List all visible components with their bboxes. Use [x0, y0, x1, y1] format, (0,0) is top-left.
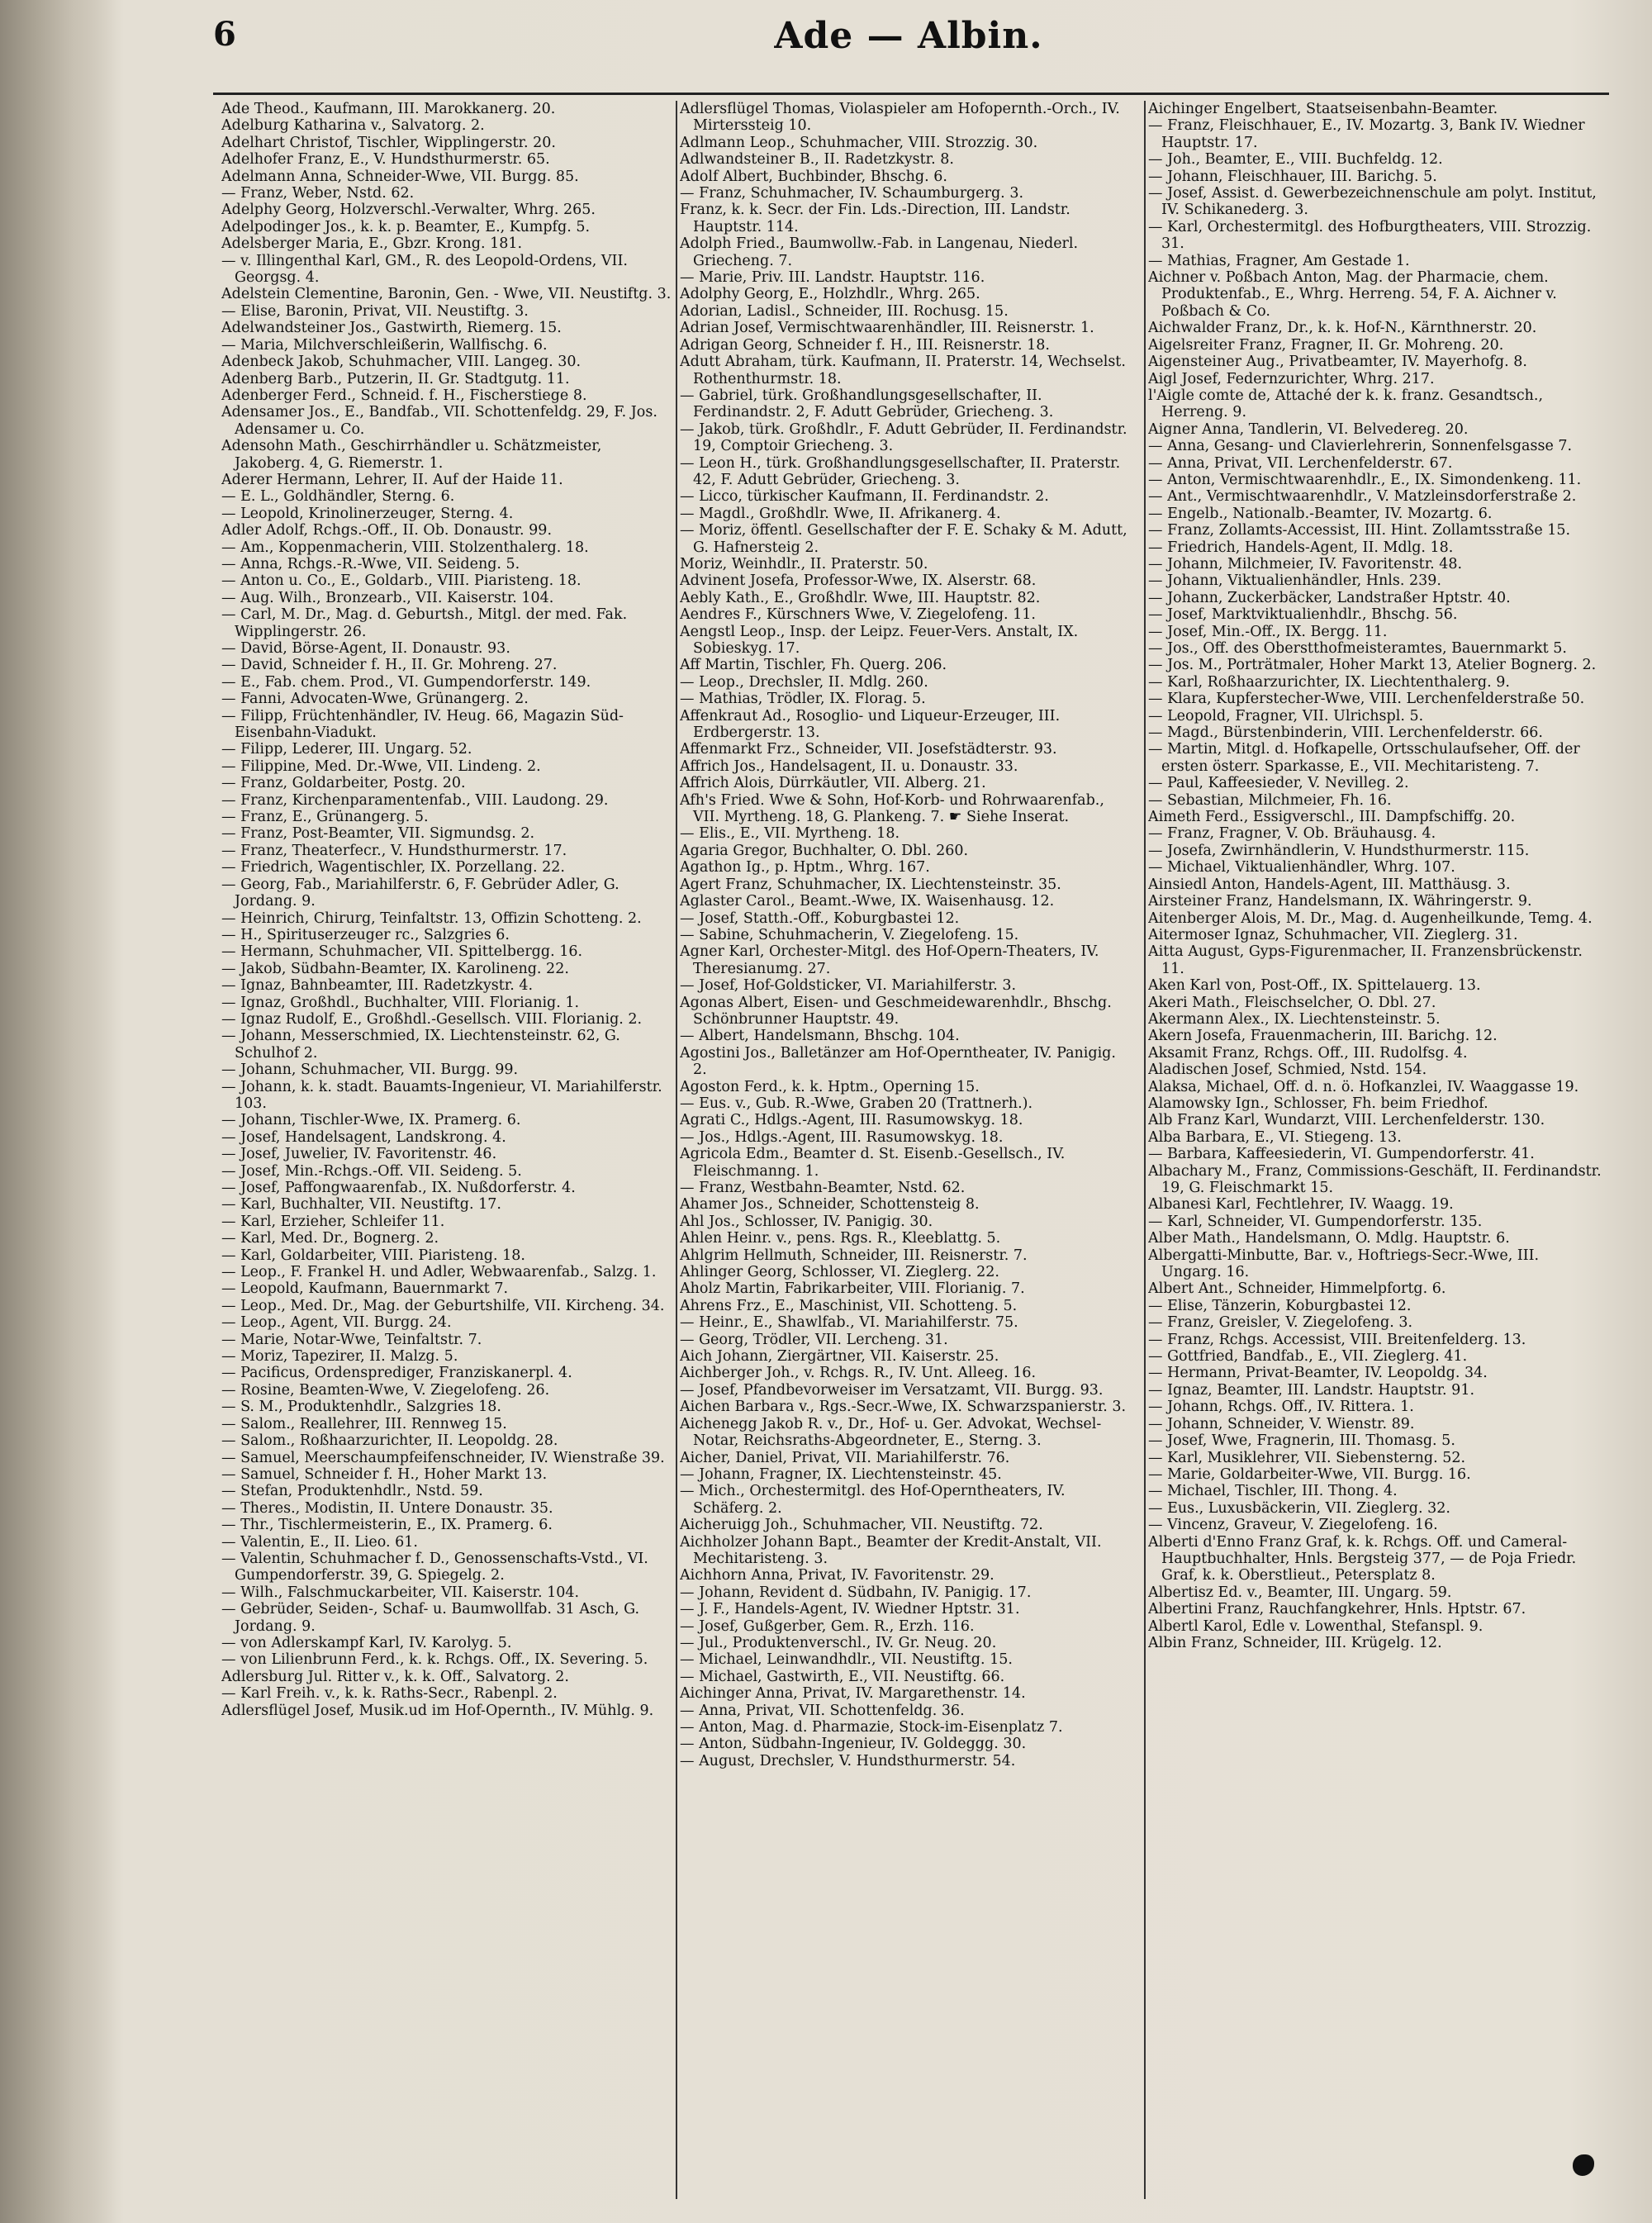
directory-entry: Aitenberger Alois, M. Dr., Mag. d. Augenheilkunde, Temg. 4.: [1148, 910, 1593, 927]
header-rule: [213, 93, 1609, 95]
directory-entry: — Karl, Roßhaarzurichter, IX. Liechtenthalerg. 9.: [1148, 673, 1510, 691]
directory-column-1: [221, 101, 676, 2199]
directory-entry: — Jakob, Südbahn-Beamter, IX. Karolineng. 22.: [221, 960, 569, 977]
directory-entry: Agoston Ferd., k. k. Hptm., Operning 15.: [680, 1078, 980, 1095]
directory-entry: — Michael, Viktualienhändler, Whrg. 107.: [1148, 859, 1455, 876]
directory-entry: — Franz, E., Grünangerg. 5.: [221, 809, 429, 826]
directory-entry: — Johann, Revident d. Südbahn, IV. Panigig. 17.: [680, 1584, 1032, 1601]
directory-entry: — David, Börse-Agent, II. Donaustr. 93.: [221, 640, 510, 657]
directory-entry: — Anton, Mag. d. Pharmazie, Stock-im-Eisenplatz 7.: [680, 1719, 1063, 1736]
directory-entry: Albert Ant., Schneider, Himmelpfortg. 6.: [1148, 1280, 1446, 1298]
directory-entry: — Karl Freih. v., k. k. Raths-Secr., Rabenpl. 2.: [221, 1685, 558, 1703]
directory-entry: Aimeth Ferd., Essigverschl., III. Dampfschiffg. 20.: [1148, 809, 1516, 826]
directory-entry: — Jakob, türk. Großhdlr., F. Adutt Gebrüder, II. Ferdinandstr. 19, Comptoir Griecheng. 3.: [680, 420, 1127, 455]
directory-entry: Aderer Hermann, Lehrer, II. Auf der Haide 11.: [221, 471, 563, 488]
directory-entry: Airsteiner Franz, Handelsmann, IX. Währingerstr. 9.: [1148, 893, 1532, 910]
directory-entry: Aksamit Franz, Rchgs. Off., III. Rudolfsg. 4.: [1148, 1044, 1468, 1062]
directory-entry: Adlersburg Jul. Ritter v., k. k. Off., Salvatorg. 2.: [221, 1668, 569, 1685]
directory-entry: — Franz, Schuhmacher, IV. Schaumburgerg. 3.: [680, 185, 1024, 202]
directory-entry: — Mathias, Fragner, Am Gestade 1.: [1148, 252, 1410, 269]
directory-entry: Ahl Jos., Schlosser, IV. Panigig. 30.: [680, 1213, 933, 1230]
directory-column-2: [680, 101, 1134, 2199]
directory-entry: — Josef, Juwelier, IV. Favoritenstr. 46.: [221, 1146, 497, 1163]
directory-entry: — Josefa, Zwirnhändlerin, V. Hundsthurmerstr. 115.: [1148, 842, 1530, 859]
directory-entry: — Ignaz, Bahnbeamter, III. Radetzkystr. 4.: [221, 977, 534, 995]
directory-entry: — Leopold, Krinolinerzeuger, Sterng. 4.: [221, 505, 514, 522]
directory-entry: — Heinrich, Chirurg, Teinfaltstr. 13, Offizin Schotteng. 2.: [221, 910, 642, 927]
directory-entry: — Valentin, E., II. Lieo. 61.: [221, 1533, 418, 1551]
directory-entry: — Rosine, Beamten-Wwe, V. Ziegelofeng. 26.: [221, 1381, 550, 1399]
directory-entry: — Leopold, Fragner, VII. Ulrichspl. 5.: [1148, 707, 1424, 724]
directory-entry: Agostini Jos., Balletänzer am Hof-Operntheater, IV. Panigig. 2.: [680, 1044, 1116, 1079]
directory-entry: Agner Karl, Orchester-Mitgl. des Hof-Opern-Theaters, IV. Theresianumg. 27.: [680, 943, 1099, 977]
directory-entry: — Georg, Trödler, VII. Lercheng. 31.: [680, 1331, 948, 1348]
directory-entry: Franz, k. k. Secr. der Fin. Lds.-Direction, III. Landstr. Hauptstr. 114.: [680, 202, 1070, 235]
directory-entry: — Franz, Fleischhauer, E., IV. Mozartg. 3, Bank IV. Wiedner Hauptstr. 17.: [1148, 117, 1585, 151]
directory-entry: Ahlen Heinr. v., pens. Rgs. R., Kleeblattg. 5.: [680, 1230, 1001, 1247]
directory-entry: — Jos., Off. des Oberstthofmeisteramtes, Bauernmarkt 5.: [1148, 640, 1567, 657]
directory-entry: — Michael, Tischler, III. Thong. 4.: [1148, 1483, 1398, 1500]
directory-entry: Aglaster Carol., Beamt.-Wwe, IX. Waisenhausg. 12.: [680, 893, 1055, 910]
directory-entry: — Leopold, Kaufmann, Bauernmarkt 7.: [221, 1280, 509, 1298]
directory-entry: — Josef, Wwe, Fragnerin, III. Thomasg. 5.: [1148, 1432, 1455, 1450]
directory-entry: Adolphy Georg, E., Holzhdlr., Whrg. 265.: [680, 286, 980, 303]
directory-entry: — Stefan, Produktenhdlr., Nstd. 59.: [221, 1483, 483, 1500]
directory-entry: Adelmann Anna, Schneider-Wwe, VII. Burgg. 85.: [221, 168, 579, 185]
page-number: 6: [213, 15, 236, 54]
directory-entry: — von Lilienbrunn Ferd., k. k. Rchgs. Off., IX. Severing. 5.: [221, 1651, 648, 1669]
directory-entry: Aichinger Anna, Privat, IV. Margarethenstr. 14.: [680, 1685, 1026, 1703]
directory-entry: — Filipp, Lederer, III. Ungarg. 52.: [221, 741, 472, 758]
directory-entry: — Josef, Gußgerber, Gem. R., Erzh. 116.: [680, 1617, 975, 1635]
directory-entry: — Michael, Leinwandhdlr., VII. Neustiftg. 15.: [680, 1651, 1013, 1669]
directory-entry: — Johann, Tischler-Wwe, IX. Pramerg. 6.: [221, 1112, 521, 1129]
directory-entry: — Moriz, Tapezirer, II. Malzg. 5.: [221, 1348, 458, 1366]
directory-entry: — Anna, Gesang- und Clavierlehrerin, Sonnenfelsgasse 7.: [1148, 438, 1573, 455]
directory-entry: Ade Theod., Kaufmann, III. Marokkanerg. 20.: [221, 101, 556, 117]
directory-entry: — Mathias, Trödler, IX. Florag. 5.: [680, 691, 926, 708]
directory-entry: — Johann, Rchgs. Off., IV. Rittera. 1.: [1148, 1399, 1414, 1416]
directory-entry: — Josef, Marktviktualienhdlr., Bhschg. 56.: [1148, 606, 1458, 624]
directory-entry: — Wilh., Falschmuckarbeiter, VII. Kaiserstr. 104.: [221, 1584, 580, 1601]
directory-entry: — Josef, Min.-Off., IX. Bergg. 11.: [1148, 623, 1388, 640]
directory-entry: Aichner v. Poßbach Anton, Mag. der Pharmacie, chem. Produktenfab., E., Whrg. Herreng. 54, F. A. Aichner v. Poßbach & Co.: [1148, 269, 1557, 320]
directory-entry: Albanesi Karl, Fechtlehrer, IV. Waagg. 19.: [1148, 1196, 1454, 1214]
directory-entry: l'Aigle comte de, Attaché der k. k. franz. Gesandtsch., Herreng. 9.: [1148, 387, 1544, 421]
directory-entry: Alamowsky Ign., Schlosser, Fh. beim Friedhof.: [1148, 1095, 1488, 1112]
directory-entry: — Johann, Schneider, V. Wienstr. 89.: [1148, 1415, 1415, 1432]
directory-entry: Albergatti-Minbutte, Bar. v., Hoftriegs-Secr.-Wwe, III. Ungarg. 16.: [1148, 1247, 1540, 1281]
directory-entry: — Paul, Kaffeesieder, V. Nevilleg. 2.: [1148, 775, 1409, 792]
directory-entry: Ahrens Frz., E., Maschinist, VII. Schotteng. 5.: [680, 1297, 1018, 1314]
directory-entry: — Jos. M., Porträtmaler, Hoher Markt 13, Atelier Bognerg. 2.: [1148, 657, 1597, 674]
directory-entry: — Maria, Milchverschleißerin, Wallfischg. 6.: [221, 336, 548, 354]
directory-entry: — Am., Koppenmacherin, VIII. Stolzenthalerg. 18.: [221, 539, 589, 556]
directory-entry: — Johann, k. k. stadt. Bauamts-Ingenieur, VI. Mariahilferstr. 103.: [221, 1078, 662, 1112]
directory-entry: Adenberg Barb., Putzerin, II. Gr. Stadtgutg. 11.: [221, 370, 570, 387]
directory-entry: — Gebrüder, Seiden-, Schaf- u. Baumwollfab. 31 Asch, G. Jordang. 9.: [221, 1601, 640, 1635]
directory-entry: Affrich Jos., Handelsagent, II. u. Donaustr. 33.: [680, 758, 1018, 775]
directory-entry: — Magdl., Großhdlr. Wwe, II. Afrikanerg. 4.: [680, 505, 1001, 522]
directory-entry: — Franz, Greisler, V. Ziegelofeng. 3.: [1148, 1314, 1413, 1332]
directory-entry: — Friedrich, Wagentischler, IX. Porzellang. 22.: [221, 859, 565, 876]
directory-entry: — Ignaz, Beamter, III. Landstr. Hauptstr. 91.: [1148, 1381, 1475, 1399]
directory-entry: Adolph Fried., Baumwollw.-Fab. in Langenau, Niederl. Griecheng. 7.: [680, 235, 1079, 269]
directory-entry: Aich Johann, Ziergärtner, VII. Kaiserstr. 25.: [680, 1348, 999, 1366]
directory-entry: — Martin, Mitgl. d. Hofkapelle, Ortsschulaufseher, Off. der ersten österr. Sparkasse, E., VII. Mechitaristeng. 7.: [1148, 741, 1580, 775]
directory-entry: — Salom., Roßhaarzurichter, II. Leopoldg. 28.: [221, 1432, 558, 1450]
directory-entry: — Vincenz, Graveur, V. Ziegelofeng. 16.: [1148, 1517, 1438, 1534]
directory-entry: Adenbeck Jakob, Schuhmacher, VIII. Langeg. 30.: [221, 354, 582, 371]
directory-entry: — Thr., Tischlermeisterin, E., IX. Pramerg. 6.: [221, 1517, 553, 1534]
directory-entry: Aicher, Daniel, Privat, VII. Mariahilferstr. 76.: [680, 1449, 1010, 1466]
directory-entry: Aigelsreiter Franz, Fragner, II. Gr. Mohreng. 20.: [1148, 336, 1504, 354]
directory-entry: Ahamer Jos., Schneider, Schottensteig 8.: [680, 1196, 980, 1214]
directory-entry: — Eus. v., Gub. R.-Wwe, Graben 20 (Trattnerh.).: [680, 1095, 1033, 1112]
directory-entry: — Aug. Wilh., Bronzearb., VII. Kaiserstr. 104.: [221, 589, 554, 606]
directory-entry: — H., Spirituserzeuger rc., Salzgries 6.: [221, 926, 510, 943]
directory-entry: — Franz, Westbahn-Beamter, Nstd. 62.: [680, 1180, 966, 1196]
directory-entry: — Ignaz Rudolf, E., Großhdl.-Gesellsch. VIII. Florianig. 2.: [221, 1010, 643, 1028]
directory-entry: — Gottfried, Bandfab., E., VII. Zieglerg. 41.: [1148, 1348, 1468, 1366]
directory-entry: — Josef, Statth.-Off., Koburgbastei 12.: [680, 910, 960, 927]
directory-entry: Alber Math., Handelsmann, O. Mdlg. Hauptstr. 6.: [1148, 1230, 1510, 1247]
directory-entry: — Leop., F. Frankel H. und Adler, Webwaarenfab., Salzg. 1.: [221, 1264, 657, 1281]
directory-entry: — Gabriel, türk. Großhandlungsgesellschafter, II. Ferdinandstr. 2, F. Adutt Gebrüder, Griecheng. 3.: [680, 387, 1054, 421]
directory-entry: Aichberger Joh., v. Rchgs. R., IV. Unt. Alleeg. 16.: [680, 1365, 1037, 1382]
directory-entry: — Anna, Privat, VII. Lerchenfelderstr. 67.: [1148, 454, 1453, 472]
directory-entry: — Jos., Hdlgs.-Agent, III. Rasumowskyg. 18.: [680, 1128, 1004, 1146]
directory-entry: — Franz, Goldarbeiter, Postg. 20.: [221, 775, 466, 792]
directory-entry: Aichen Barbara v., Rgs.-Secr.-Wwe, IX. Schwarzspanierstr. 3.: [680, 1399, 1127, 1416]
directory-entry: Adlmann Leop., Schuhmacher, VIII. Strozzig. 30.: [680, 134, 1038, 151]
directory-entry: Moriz, Weinhdlr., II. Praterstr. 50.: [680, 555, 928, 572]
directory-entry: Aigensteiner Aug., Privatbeamter, IV. Mayerhofg. 8.: [1148, 354, 1527, 371]
directory-entry: — v. Illingenthal Karl, GM., R. des Leopold-Ordens, VII. Georgsg. 4.: [221, 252, 628, 287]
directory-entry: Aendres F., Kürschners Wwe, V. Ziegelofeng. 11.: [680, 606, 1036, 624]
directory-entry: — Marie, Priv. III. Landstr. Hauptstr. 116.: [680, 269, 985, 287]
directory-entry: Ahlinger Georg, Schlosser, VI. Zieglerg. 22.: [680, 1264, 999, 1281]
directory-entry: Agert Franz, Schuhmacher, IX. Liechtensteinstr. 35.: [680, 876, 1061, 893]
page-binding-shadow: [0, 0, 124, 2223]
directory-entry: — Franz, Rchgs. Accessist, VIII. Breitenfelderg. 13.: [1148, 1331, 1526, 1348]
directory-entry: — Heinr., E., Shawlfab., VI. Mariahilferstr. 75.: [680, 1314, 1018, 1332]
directory-entry: Alb Franz Karl, Wundarzt, VIII. Lerchenfelderstr. 130.: [1148, 1112, 1545, 1129]
directory-entry: — Mich., Orchestermitgl. des Hof-Operntheaters, IV. Schäferg. 2.: [680, 1483, 1066, 1517]
directory-entry: — Franz, Weber, Nstd. 62.: [221, 185, 415, 202]
directory-entry: Adelstein Clementine, Baronin, Gen. - Wwe, VII. Neustiftg. 3.: [221, 286, 672, 303]
directory-entry: — Valentin, Schuhmacher f. D., Genossenschafts-Vstd., VI. Gumpendorferstr. 39, G. Spiegelg. 2.: [221, 1550, 648, 1584]
directory-entry: Adler Adolf, Rchgs.-Off., II. Ob. Donaustr. 99.: [221, 522, 553, 539]
directory-entry: — Ignaz, Großhdl., Buchhalter, VIII. Florianig. 1.: [221, 994, 580, 1011]
directory-entry: — Marie, Goldarbeiter-Wwe, VII. Burgg. 16.: [1148, 1465, 1471, 1483]
directory-entry: — Leop., Med. Dr., Mag. der Geburtshilfe, VII. Kircheng. 34.: [221, 1297, 665, 1314]
directory-entry: — Anton u. Co., E., Goldarb., VIII. Piaristeng. 18.: [221, 572, 582, 590]
directory-entry: Aengstl Leop., Insp. der Leipz. Feuer-Vers. Anstalt, IX. Sobieskyg. 17.: [680, 623, 1079, 657]
directory-entry: Adutt Abraham, türk. Kaufmann, II. Praterstr. 14, Wechselst. Rothenthurmstr. 18.: [680, 354, 1126, 387]
directory-entry: Agathon Ig., p. Hptm., Whrg. 167.: [680, 859, 930, 876]
directory-entry: — Elise, Tänzerin, Koburgbastei 12.: [1148, 1297, 1412, 1314]
directory-entry: Aichhorn Anna, Privat, IV. Favoritenstr. 29.: [680, 1567, 995, 1584]
directory-entry: Adlersflügel Josef, Musik.ud im Hof-Opernth., IV. Mühlg. 9.: [221, 1702, 654, 1719]
directory-entry: — Josef, Paffongwaarenfab., IX. Nußdorferstr. 4.: [221, 1180, 576, 1196]
directory-entry: — Eus., Luxusbäckerin, VII. Zieglerg. 32.: [1148, 1499, 1450, 1517]
directory-entry: — E., Fab. chem. Prod., VI. Gumpendorferstr. 149.: [221, 673, 591, 691]
directory-entry: — Hermann, Schuhmacher, VII. Spittelbergg. 16.: [221, 943, 583, 961]
directory-entry: — Josef, Hof-Goldsticker, VI. Mariahilferstr. 3.: [680, 977, 1017, 995]
directory-entry: Albertini Franz, Rauchfangkehrer, Hnls. Hptstr. 67.: [1148, 1601, 1526, 1618]
directory-entry: — Hermann, Privat-Beamter, IV. Leopoldg. 34.: [1148, 1365, 1488, 1382]
directory-entry: — Franz, Zollamts-Accessist, III. Hint. Zollamtsstraße 15.: [1148, 522, 1571, 539]
running-title: Ade — Albin.: [774, 15, 1043, 57]
directory-entry: — Carl, M. Dr., Mag. d. Geburtsh., Mitgl. der med. Fak. Wipplingerstr. 26.: [221, 606, 628, 640]
directory-entry: — Sabine, Schuhmacherin, V. Ziegelofeng. 15.: [680, 926, 1019, 943]
directory-entry: — Anton, Vermischtwaarenhdlr., E., IX. Simondenkeng. 11.: [1148, 471, 1582, 488]
directory-entry: — Josef, Pfandbevorweiser im Versatzamt, VII. Burgg. 93.: [680, 1381, 1104, 1399]
directory-entry: Alaksa, Michael, Off. d. n. ö. Hofkanzlei, IV. Waaggasse 19.: [1148, 1078, 1579, 1095]
directory-entry: Adelphy Georg, Holzverschl.-Verwalter, Whrg. 265.: [221, 202, 596, 219]
directory-entry: Aichinger Engelbert, Staatseisenbahn-Beamter.: [1148, 101, 1498, 117]
directory-entry: Aebly Kath., E., Großhdlr. Wwe, III. Hauptstr. 82.: [680, 589, 1041, 606]
directory-entry: — Franz, Fragner, V. Ob. Bräuhausg. 4.: [1148, 825, 1436, 843]
directory-entry: Adelburg Katharina v., Salvatorg. 2.: [221, 117, 485, 135]
directory-entry: — Anna, Rchgs.-R.-Wwe, VII. Seideng. 5.: [221, 555, 520, 572]
directory-entry: — Klara, Kupferstecher-Wwe, VIII. Lerchenfelderstraße 50.: [1148, 691, 1585, 708]
directory-entry: — Pacificus, Ordensprediger, Franziskanerpl. 4.: [221, 1365, 572, 1382]
directory-entry: — Josef, Handelsagent, Landskrong. 4.: [221, 1128, 506, 1146]
directory-entry: Aicheruigg Joh., Schuhmacher, VII. Neustiftg. 72.: [680, 1517, 1043, 1534]
directory-entry: Aholz Martin, Fabrikarbeiter, VIII. Florianig. 7.: [680, 1280, 1025, 1298]
directory-entry: — Anna, Privat, VII. Schottenfeldg. 36.: [680, 1702, 965, 1719]
directory-entry: — Anton, Südbahn-Ingenieur, IV. Goldeggg. 30.: [680, 1736, 1027, 1753]
directory-entry: — Salom., Reallehrer, III. Rennweg 15.: [221, 1415, 507, 1432]
directory-entry: Aigl Josef, Federnzurichter, Whrg. 217.: [1148, 370, 1435, 387]
directory-entry: — Karl, Med. Dr., Bognerg. 2.: [221, 1230, 439, 1247]
directory-entry: — Johann, Schuhmacher, VII. Burgg. 99.: [221, 1062, 519, 1079]
directory-entry: Aichenegg Jakob R. v., Dr., Hof- u. Ger. Advokat, Wechsel-Notar, Reichsraths-Abgeordneter, E., Sterng. 3.: [680, 1415, 1102, 1450]
directory-entry: Afh's Fried. Wwe & Sohn, Hof-Korb- und Rohrwaarenfab., VII. Myrtheng. 18, G. Plankeng. 7. ☛ Siehe Inserat.: [680, 791, 1104, 826]
directory-entry: Albin Franz, Schneider, III. Krügelg. 12.: [1148, 1634, 1442, 1651]
directory-entry: — Karl, Orchestermitgl. des Hofburgtheaters, VIII. Strozzig. 31.: [1148, 218, 1592, 253]
directory-entry: — Elise, Baronin, Privat, VII. Neustiftg. 3.: [221, 302, 529, 320]
directory-entry: Albertl Karol, Edle v. Lowenthal, Stefanspl. 9.: [1148, 1617, 1483, 1635]
directory-entry: Aichwalder Franz, Dr., k. k. Hof-N., Kärnthnerstr. 20.: [1148, 320, 1537, 337]
directory-entry: — Michael, Gastwirth, E., VII. Neustiftg. 66.: [680, 1668, 1005, 1685]
directory-entry: — Filippine, Med. Dr.-Wwe, VII. Lindeng. 2.: [221, 758, 541, 775]
directory-entry: Aichholzer Johann Bapt., Beamter der Kredit-Anstalt, VII. Mechitaristeng. 3.: [680, 1533, 1102, 1567]
directory-entry: Affenkraut Ad., Rosoglio- und Liqueur-Erzeuger, III. Erdbergerstr. 13.: [680, 707, 1061, 742]
directory-entry: — Marie, Notar-Wwe, Teinfaltstr. 7.: [221, 1331, 482, 1348]
directory-entry: — Licco, türkischer Kaufmann, II. Ferdinandstr. 2.: [680, 488, 1049, 506]
directory-entry: — Johann, Messerschmied, IX. Liechtensteinstr. 62, G. Schulhof 2.: [221, 1028, 620, 1062]
directory-entry: — Franz, Theaterfecr., V. Hundsthurmerstr. 17.: [221, 842, 567, 859]
directory-entry: — Franz, Post-Beamter, VII. Sigmundsg. 2.: [221, 825, 535, 843]
directory-entry: Ainsiedl Anton, Handels-Agent, III. Matthäusg. 3.: [1148, 876, 1511, 893]
directory-entry: Adlwandsteiner B., II. Radetzkystr. 8.: [680, 151, 954, 169]
directory-entry: — Magd., Bürstenbinderin, VIII. Lerchenfelderstr. 66.: [1148, 724, 1543, 742]
directory-entry: Adlersflügel Thomas, Violaspieler am Hofopernth.-Orch., IV. Mirterssteig 10.: [680, 101, 1120, 135]
directory-entry: — Johann, Fleischhauer, III. Barichg. 5.: [1148, 168, 1437, 185]
directory-entry: — von Adlerskampf Karl, IV. Karolyg. 5.: [221, 1634, 512, 1651]
directory-entry: Agonas Albert, Eisen- und Geschmeidewarenhdlr., Bhschg. Schönbrunner Hauptstr. 49.: [680, 994, 1112, 1028]
directory-entry: Adrigan Georg, Schneider f. H., III. Reisnerstr. 18.: [680, 336, 1050, 354]
directory-entry: Agrati C., Hdlgs.-Agent, III. Rasumowskyg. 18.: [680, 1112, 1023, 1129]
directory-entry: — Johann, Zuckerbäcker, Landstraßer Hptstr. 40.: [1148, 589, 1511, 606]
directory-entry: — Karl, Buchhalter, VII. Neustiftg. 17.: [221, 1196, 501, 1214]
directory-entry: — Johann, Fragner, IX. Liechtensteinstr. 45.: [680, 1465, 1002, 1483]
directory-entry: — Leop., Agent, VII. Burgg. 24.: [221, 1314, 452, 1332]
directory-entry: — Filipp, Früchtenhändler, IV. Heug. 66, Magazin Süd-Eisenbahn-Viadukt.: [221, 707, 624, 742]
directory-entry: — Joh., Beamter, E., VIII. Buchfeldg. 12.: [1148, 151, 1443, 169]
directory-entry: Adensamer Jos., E., Bandfab., VII. Schottenfeldg. 29, F. Jos. Adensamer u. Co.: [221, 404, 657, 438]
directory-entry: Adelhart Christof, Tischler, Wipplingerstr. 20.: [221, 134, 556, 151]
directory-entry: — Theres., Modistin, II. Untere Donaustr. 35.: [221, 1499, 553, 1517]
directory-entry: — J. F., Handels-Agent, IV. Wiedner Hptstr. 31.: [680, 1601, 1020, 1618]
directory-entry: — Ant., Vermischtwaarenhdlr., V. Matzleinsdorferstraße 2.: [1148, 488, 1577, 506]
directory-entry: — Jul., Produktenverschl., IV. Gr. Neug. 20.: [680, 1634, 997, 1651]
directory-entry: Alba Barbara, E., VI. Stiegeng. 13.: [1148, 1128, 1402, 1146]
directory-entry: — Karl, Goldarbeiter, VIII. Piaristeng. 18.: [221, 1247, 525, 1264]
directory-entry: — Leon H., türk. Großhandlungsgesellschafter, II. Praterstr. 42, F. Adutt Gebrüder, Griecheng. 3.: [680, 454, 1121, 488]
directory-entry: — Karl, Musiklehrer, VII. Siebensterng. 52.: [1148, 1449, 1466, 1466]
directory-entry: — E. L., Goldhändler, Sterng. 6.: [221, 488, 455, 506]
directory-entry: Aitta August, Gyps-Figurenmacher, II. Franzensbrückenstr. 11.: [1148, 943, 1583, 977]
directory-entry: Aken Karl von, Post-Off., IX. Spittelauerg. 13.: [1148, 977, 1481, 995]
directory-entry: — Friedrich, Handels-Agent, II. Mdlg. 18.: [1148, 539, 1454, 556]
directory-entry: — Barbara, Kaffeesiederin, VI. Gumpendorferstr. 41.: [1148, 1146, 1535, 1163]
directory-entry: Advinent Josefa, Professor-Wwe, IX. Alserstr. 68.: [680, 572, 1037, 590]
directory-entry: Adelwandsteiner Jos., Gastwirth, Riemerg. 15.: [221, 320, 562, 337]
directory-entry: — Leop., Drechsler, II. Mdlg. 260.: [680, 673, 928, 691]
directory-entry: — August, Drechsler, V. Hundsthurmerstr. 54.: [680, 1752, 1016, 1769]
column-divider: [676, 101, 677, 2199]
directory-entry: — Karl, Erzieher, Schleifer 11.: [221, 1213, 445, 1230]
directory-entry: Aitermoser Ignaz, Schuhmacher, VII. Zieglerg. 31.: [1148, 926, 1518, 943]
directory-entry: Aigner Anna, Tandlerin, VI. Belvedereg. 20.: [1148, 420, 1469, 438]
directory-entry: Akermann Alex., IX. Liechtensteinstr. 5.: [1148, 1010, 1441, 1028]
directory-entry: Adorian, Ladisl., Schneider, III. Rochusg. 15.: [680, 302, 1009, 320]
directory-entry: — Johann, Viktualienhändler, Hnls. 239.: [1148, 572, 1441, 590]
directory-entry: — Moriz, öffentl. Gesellschafter der F. E. Schaky & M. Adutt, G. Hafnersteig 2.: [680, 522, 1127, 556]
directory-entry: Ahlgrim Hellmuth, Schneider, III. Reisnerstr. 7.: [680, 1247, 1028, 1264]
directory-entry: — Sebastian, Milchmeier, Fh. 16.: [1148, 791, 1392, 809]
directory-entry: — Josef, Assist. d. Gewerbezeichnenschule am polyt. Institut, IV. Schikanederg. 3.: [1148, 185, 1597, 219]
directory-entry: — Samuel, Meerschaumpfeifenschneider, IV. Wienstraße 39.: [221, 1449, 665, 1466]
directory-entry: — S. M., Produktenhdlr., Salzgries 18.: [221, 1399, 501, 1416]
directory-entry: Affrich Alois, Dürrkäutler, VII. Alberg. 21.: [680, 775, 986, 792]
directory-entry: Adelsberger Maria, E., Gbzr. Krong. 181.: [221, 235, 523, 253]
column-divider: [1144, 101, 1146, 2199]
directory-entry: — Samuel, Schneider f. H., Hoher Markt 13.: [221, 1465, 548, 1483]
directory-entry: — Franz, Kirchenparamentenfab., VIII. Laudong. 29.: [221, 791, 609, 809]
directory-entry: Agaria Gregor, Buchhalter, O. Dbl. 260.: [680, 842, 969, 859]
directory-entry: Adrian Josef, Vermischtwaarenhändler, III. Reisnerstr. 1.: [680, 320, 1094, 337]
directory-entry: Adenberger Ferd., Schneid. f. H., Fischerstiege 8.: [221, 387, 587, 404]
directory-entry: Aff Martin, Tischler, Fh. Querg. 206.: [680, 657, 947, 674]
directory-entry: — Albert, Handelsmann, Bhschg. 104.: [680, 1028, 960, 1045]
directory-entry: Akeri Math., Fleischselcher, O. Dbl. 27.: [1148, 994, 1436, 1011]
directory-entry: — Johann, Milchmeier, IV. Favoritenstr. 48.: [1148, 555, 1463, 572]
directory-entry: Adelhofer Franz, E., V. Hundsthurmerstr. 65.: [221, 151, 550, 169]
directory-entry: Aladischen Josef, Schmied, Nstd. 154.: [1148, 1062, 1427, 1079]
directory-entry: Agricola Edm., Beamter d. St. Eisenb.-Gesellsch., IV. Fleischmanng. 1.: [680, 1146, 1066, 1180]
directory-entry: — Georg, Fab., Mariahilferstr. 6, F. Gebrüder Adler, G. Jordang. 9.: [221, 876, 620, 910]
directory-entry: Adelpodinger Jos., k. k. p. Beamter, E., Kumpfg. 5.: [221, 218, 591, 235]
directory-entry: — David, Schneider f. H., II. Gr. Mohreng. 27.: [221, 657, 558, 674]
directory-entry: Affenmarkt Frz., Schneider, VII. Josefstädterstr. 93.: [680, 741, 1057, 758]
directory-column-3: [1148, 101, 1602, 2199]
directory-entry: Adensohn Math., Geschirrhändler u. Schätzmeister, Jakoberg. 4, G. Riemerstr. 1.: [221, 438, 602, 472]
directory-entry: — Engelb., Nationalb.-Beamter, IV. Mozartg. 6.: [1148, 505, 1493, 522]
directory-entry: — Fanni, Advocaten-Wwe, Grünangerg. 2.: [221, 691, 529, 708]
directory-entry: Akern Josefa, Frauenmacherin, III. Barichg. 12.: [1148, 1028, 1498, 1045]
directory-entry: Albertisz Ed. v., Beamter, III. Ungarg. 59.: [1148, 1584, 1452, 1601]
directory-entry: — Josef, Min.-Rchgs.-Off. VII. Seideng. 5.: [221, 1162, 522, 1180]
directory-entry: — Elis., E., VII. Myrtheng. 18.: [680, 825, 900, 843]
directory-entry: — Karl, Schneider, VI. Gumpendorferstr. 135.: [1148, 1213, 1483, 1230]
directory-entry: Alberti d'Enno Franz Graf, k. k. Rchgs. Off. und Cameral-Hauptbuchhalter, Hnls. Bergsteig 377, — de Poja Friedr. Graf, k. k. Oberstlieut., Petersplatz 8.: [1148, 1533, 1577, 1584]
directory-entry: Albachary M., Franz, Commissions-Geschäft, II. Ferdinandstr. 19, G. Fleischmarkt 15.: [1148, 1162, 1602, 1196]
directory-entry: Adolf Albert, Buchbinder, Bhschg. 6.: [680, 168, 947, 185]
